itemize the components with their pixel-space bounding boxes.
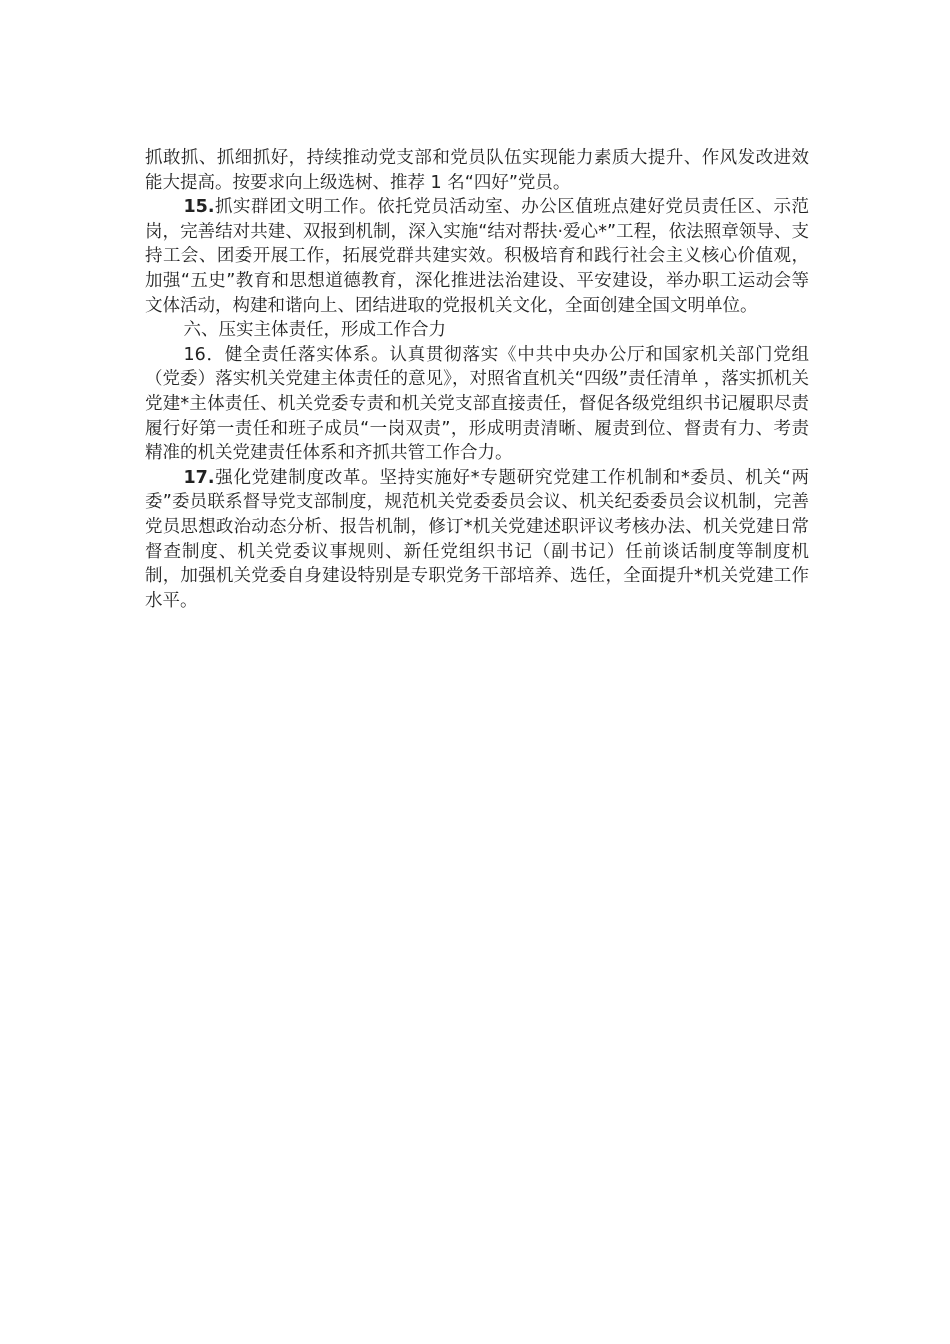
document-page: [145, 146, 809, 613]
paragraph-text: 16．健全责任落实体系。认真贯彻落实《中共中央办公厅和国家机关部门党组（党委）落实机关党建主体责任的意见》，对照省直机关“四级”责任清单 ，落实抓机关党建*主体责任、机关党委专责和机关党支部直接责任，督促各级党组织书记履职尽责履行好第一责任和班子成员“一岗双责”，形成明责清晰、履责到位、督责有力、考责精准的机关党建责任体系和齐抓共管工作合力。: [145, 344, 809, 464]
paragraph-text: 强化党建制度改革。坚持实施好*专题研究党建工作机制和*委员、机关“两委”委员联系督导党支部制度，规范机关党委委员会议、机关纪委委员会议机制，完善党员思想政治动态分析、报告机制，修订*机关党建述职评议考核办法、机关党建日常督查制度、机关党委议事规则、新任党组织书记（副书记）任前谈话制度等制度机制，加强机关党委自身建设特别是专职党务干部培养、选任，全面提升*机关党建工作水平。: [145, 467, 809, 611]
paragraph-text: 抓敢抓、抓细抓好，持续推动党支部和党员队伍实现能力素质大提升、作风发改进效能大提高。按要求向上级选树、推荐 1 名“四好”党员。: [145, 148, 809, 193]
paragraph-continuation: [145, 146, 809, 195]
section-heading-6: [145, 318, 809, 343]
paragraph-item-15: [145, 195, 809, 318]
paragraph-item-17: [145, 466, 809, 614]
item-number: 17.: [183, 467, 215, 488]
section-heading-text: 六、压实主体责任，形成工作合力: [183, 320, 446, 341]
item-number: 15.: [183, 197, 215, 218]
paragraph-text: 抓实群团文明工作。依托党员活动室、办公区值班点建好党员责任区、示范岗，完善结对共建、双报到机制，深入实施“结对帮扶·爱心*”工程，依法照章领导、支持工会、团委开展工作，拓展党群共建实效。积极培育和践行社会主义核心价值观，加强“五史”教育和思想道德教育，深化推进法治建设、平安建设，举办职工运动会等文体活动，构建和谐向上、团结进取的党报机关文化，全面创建全国文明单位。: [145, 197, 809, 316]
paragraph-item-16: [145, 343, 809, 466]
